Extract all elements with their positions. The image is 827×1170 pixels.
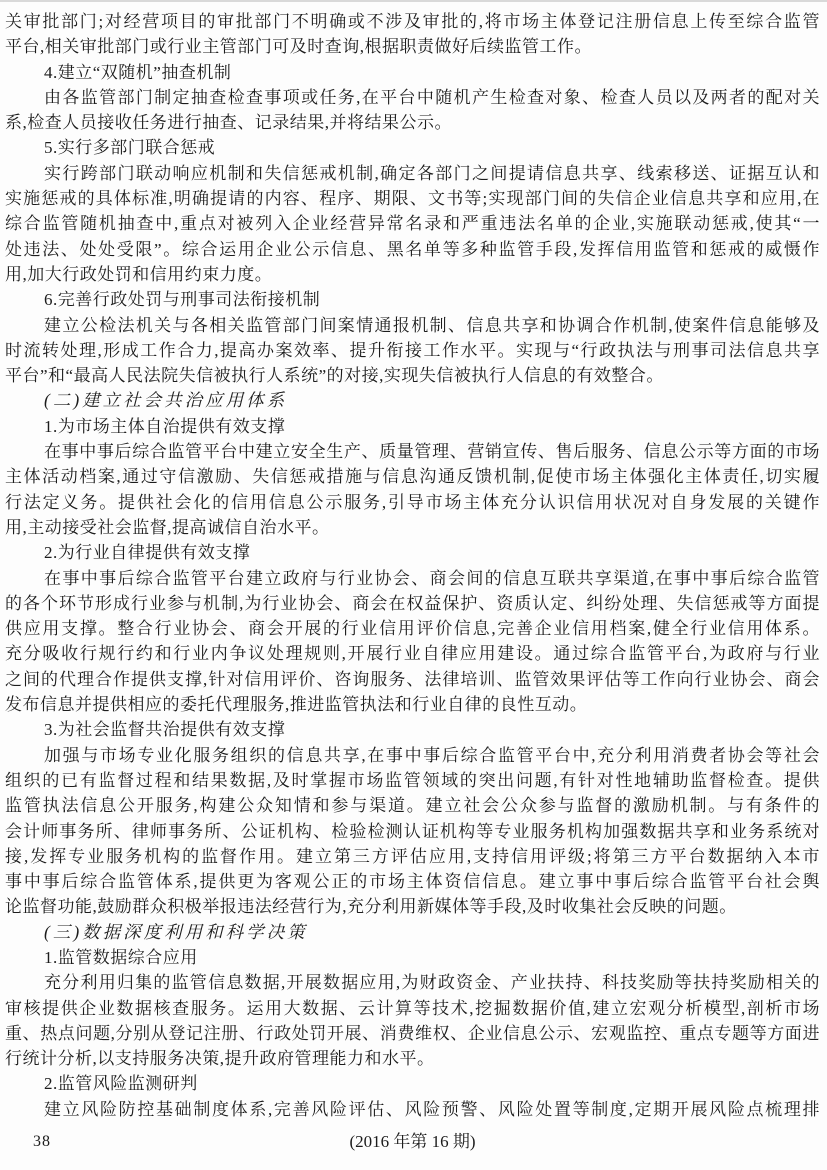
text-line: 主体活动档案,通过守信激励、失信惩戒措施与信息沟通反馈机制,促使市场主体强化主体责任,切实履 bbox=[5, 467, 820, 487]
text-line: 建立公检法机关与各相关监管部门间案情通报机制、信息共享和协调合作机制,使案件信息能够及 bbox=[44, 315, 820, 335]
text-line: 组织的已有监督过程和结果数据,及时掌握市场监管领域的突出问题,有针对性地辅助监督检查。提供 bbox=[5, 770, 820, 790]
text-line: 处违法、处处受限”。综合运用企业公示信息、黑名单等多种监管手段,发挥信用监管和惩戒的威慑作 bbox=[5, 239, 820, 259]
text-line: 论监督功能,鼓励群众积极举报违法经营行为,充分利用新媒体等手段,及时收集社会反映的问题。 bbox=[5, 897, 737, 917]
text-line: 实施惩戒的具体标准,明确提请的内容、程序、期限、文书等;实现部门间的失信企业信息共享和应用,在 bbox=[5, 189, 820, 209]
text-line: 重、热点问题,分别从登记注册、行政处罚开展、消费维权、企业信息公示、宏观监控、重点专题等方面进 bbox=[5, 1023, 820, 1043]
text-line: 由各监管部门制定抽查检查事项或任务,在平台中随机产生检查对象、检查人员以及两者的配对关 bbox=[44, 87, 820, 107]
text-line: 事中事后综合监管体系,提供更为客观公正的市场主体资信信息。建立事中事后综合监管平台社会舆 bbox=[5, 872, 820, 892]
text-line: 加强与市场专业化服务组织的信息共享,在事中事后综合监管平台中,充分利用消费者协会等社会 bbox=[44, 745, 820, 765]
text-line: 之间的代理合作提供支撑,针对信用评价、咨询服务、法律培训、监管效果评估等工作向行业协会、商会 bbox=[5, 669, 820, 689]
text-line: 供应用支撑。整合行业协会、商会开展的行业信用评价信息,完善企业信用档案,健全行业信用体系。 bbox=[5, 619, 820, 639]
issue-label: (2016 年第 16 期) bbox=[349, 1132, 476, 1151]
text-line: 行统计分析,以支持服务决策,提升政府管理能力和水平。 bbox=[5, 1049, 435, 1069]
text-line: 充分利用归集的监管信息数据,开展数据应用,为财政资金、产业扶持、科技奖励等扶持奖励相关的 bbox=[44, 973, 820, 993]
document-body bbox=[5, 9, 820, 1122]
text-line: 会计师事务所、律师事务所、公证机构、检验检测认证机构等专业服务机构加强数据共享和业务系统对 bbox=[5, 821, 820, 841]
text-line: 在事中事后综合监管平台中建立安全生产、质量管理、营销宣传、售后服务、信息公示等方面的市场 bbox=[44, 442, 820, 462]
text-line: 系,检查人员接收任务进行抽查、记录结果,并将结果公示。 bbox=[5, 113, 452, 133]
text-line: 发布信息并提供相应的委托代理服务,推进监管执法和行业自律的良性互动。 bbox=[5, 695, 588, 715]
text-line: 充分吸收行规行约和行业内争议处理规则,开展行业自律应用建设。通过综合监管平台,为政府与行业 bbox=[5, 644, 820, 664]
page-footer bbox=[5, 1129, 820, 1155]
text-line: 用,加大行政处罚和信用约束力度。 bbox=[5, 264, 273, 284]
sub-heading: 6.完善行政处罚与刑事司法衔接机制 bbox=[44, 290, 321, 310]
text-line: 审核提供企业数据核查服务。运用大数据、云计算等技术,挖掘数据价值,建立宏观分析模型,剖析市场 bbox=[5, 998, 820, 1018]
sub-heading: 1.为市场主体自治提供有效支撑 bbox=[44, 416, 286, 436]
text-line: 的各个环节形成行业参与机制,为行业协会、商会在权益保护、资质认定、纠纷处理、失信惩戒等方面提 bbox=[5, 593, 820, 613]
text-line: 监管执法信息公开服务,构建公众知情和参与渠道。建立社会公众参与监督的激励机制。与有条件的 bbox=[5, 796, 820, 816]
sub-heading: 1.监管数据综合应用 bbox=[44, 947, 198, 967]
section-heading: (二)建立社会共治应用体系 bbox=[44, 390, 288, 411]
text-line: 时流转处理,形成工作合力,提高办案效率、提升衔接工作水平。实现与“行政执法与刑事司法信息共享 bbox=[5, 340, 820, 360]
text-line: 综合监管随机抽查中,重点对被列入企业经营异常名录和严重违法名单的企业,实施联动惩戒,使其“一 bbox=[5, 214, 820, 234]
text-line: 关审批部门;对经营项目的审批部门不明确或不涉及审批的,将市场主体登记注册信息上传至综合监管 bbox=[5, 12, 820, 31]
sub-heading: 4.建立“双随机”抽查机制 bbox=[44, 62, 232, 82]
text-line: 在事中事后综合监管平台建立政府与行业协会、商会间的信息互联共享渠道,在事中事后综合监管 bbox=[44, 568, 820, 588]
page-number: 38 bbox=[33, 1133, 51, 1150]
sub-heading: 2.监管风险监测研判 bbox=[44, 1074, 198, 1094]
section-heading: (三)数据深度利用和科学决策 bbox=[44, 921, 308, 942]
text-line: 平台”和“最高人民法院失信被执行人系统”的对接,实现失信被执行人信息的有效整合。 bbox=[5, 366, 664, 386]
text-line: 行法定义务。提供社会化的信用信息公示服务,引导市场主体充分认识信用状况对自身发展的关键作 bbox=[5, 492, 820, 512]
scan-artifact-line bbox=[0, 0, 827, 2]
text-line: 建立风险防控基础制度体系,完善风险评估、风险预警、风险处置等制度,定期开展风险点梳理排 bbox=[44, 1099, 820, 1119]
sub-heading: 3.为社会监督共治提供有效支撑 bbox=[44, 720, 286, 740]
text-line: 接,发挥专业服务机构的监督作用。建立第三方评估应用,支持信用评级;将第三方平台数据纳入本市 bbox=[5, 846, 820, 866]
sub-heading: 2.为行业自律提供有效支撑 bbox=[44, 543, 251, 563]
text-line: 实行跨部门联动响应机制和失信惩戒机制,确定各部门之间提请信息共享、线索移送、证据互认和 bbox=[44, 163, 820, 183]
sub-heading: 5.实行多部门联合惩戒 bbox=[44, 138, 216, 158]
text-line: 平台,相关审批部门或行业主管部门可及时查询,根据职责做好后续监管工作。 bbox=[5, 37, 592, 57]
text-line: 用,主动接受社会监督,提高诚信自治水平。 bbox=[5, 517, 330, 537]
